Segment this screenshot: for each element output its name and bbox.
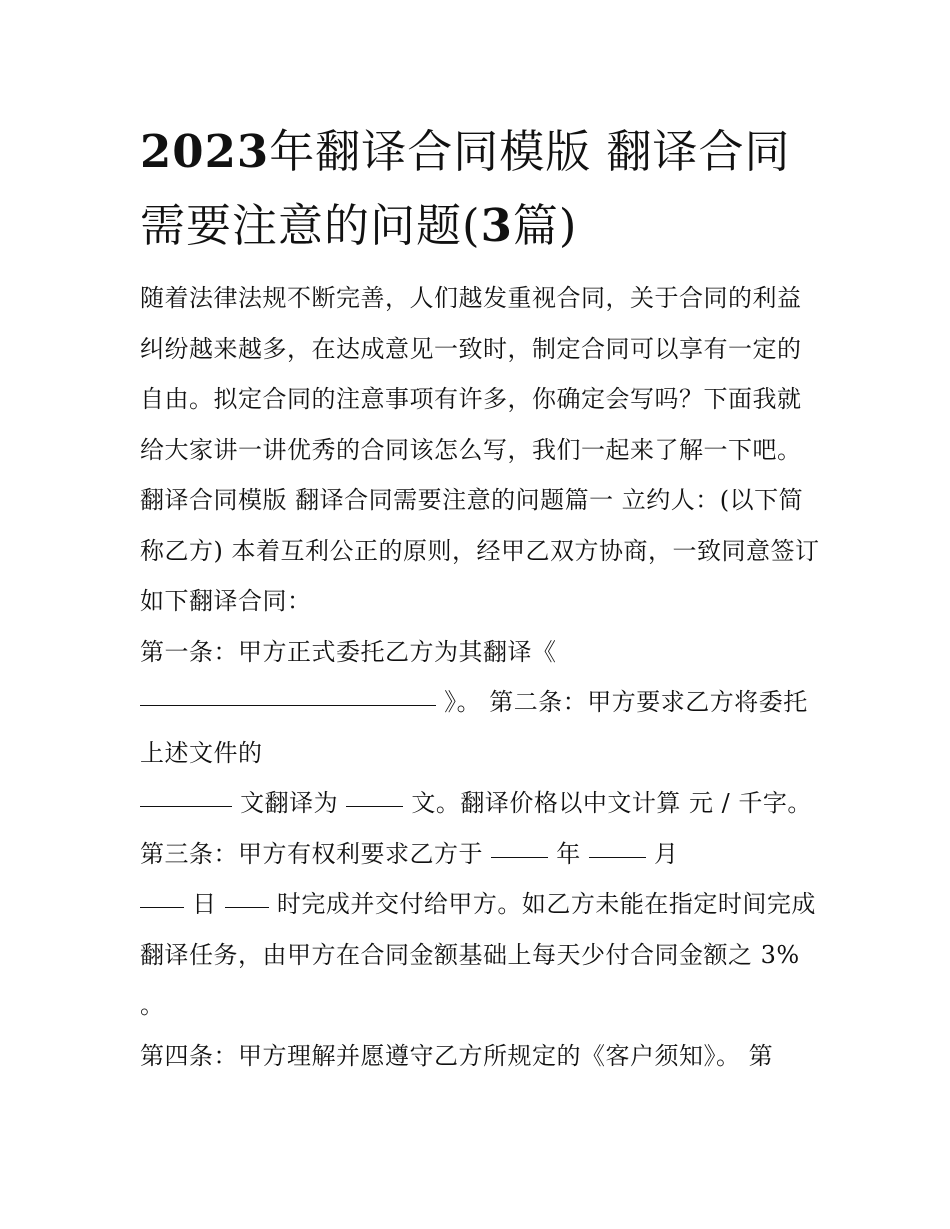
article-one-paragraph [140, 627, 820, 779]
target-language-blank [346, 806, 403, 807]
document-page [140, 115, 820, 1081]
title-count: 3 [480, 199, 513, 252]
hour-blank [225, 907, 269, 908]
title-year: 2023 [140, 125, 270, 178]
title-end: 篇) [512, 199, 578, 252]
title-main: 年翻译合同模版 翻译合同需要注意的问题( [140, 125, 791, 252]
month-blank [589, 857, 646, 858]
article-two-paragraph [140, 778, 820, 1031]
article-one-suffix: 》。 第二条：甲方要求乙方将委托上述文件的 [140, 688, 808, 767]
day-blank [140, 907, 184, 908]
article-two-seg4: 月 [645, 839, 679, 868]
source-language-blank [140, 806, 232, 807]
document-title [140, 115, 820, 263]
intro-paragraph: 随着法律法规不断完善，人们越发重视合同，关于合同的利益纠纷越来越多，在达成意见一致时，制定合同可以享有一定的自由。拟定合同的注意事项有许多，你确定会写吗？下面我就给大家讲一讲优秀的合同该怎么写，我们一起来了解一下吧。 [140, 284, 802, 464]
article-two-seg3: 年 [548, 839, 589, 868]
article-two-seg6: 时完成并交付给甲方。如乙方未能在指定时间完成翻译任务，由甲方在合同金额基础上每天少付合同金额之 3% 。 [140, 890, 816, 1019]
article-one-prefix: 第一条：甲方正式委托乙方为其翻译《 [140, 637, 557, 666]
article-four-paragraph: 第四条：甲方理解并愿遵守乙方所规定的《客户须知》。 第 [140, 1041, 774, 1070]
section-one-paragraph: 翻译合同模版 翻译合同需要注意的问题篇一 立约人：(以下简称乙方) 本着互利公正的原则，经甲乙双方协商，一致同意签订如下翻译合同： [140, 486, 820, 615]
document-title-blank [140, 705, 436, 706]
article-two-seg2: 文。翻译价格以中文计算 元 / 千字。 第三条：甲方有权利要求乙方于 [140, 789, 812, 868]
year-blank [491, 857, 548, 858]
article-two-seg1: 文翻译为 [232, 789, 347, 817]
article-two-seg5: 日 [184, 890, 225, 918]
